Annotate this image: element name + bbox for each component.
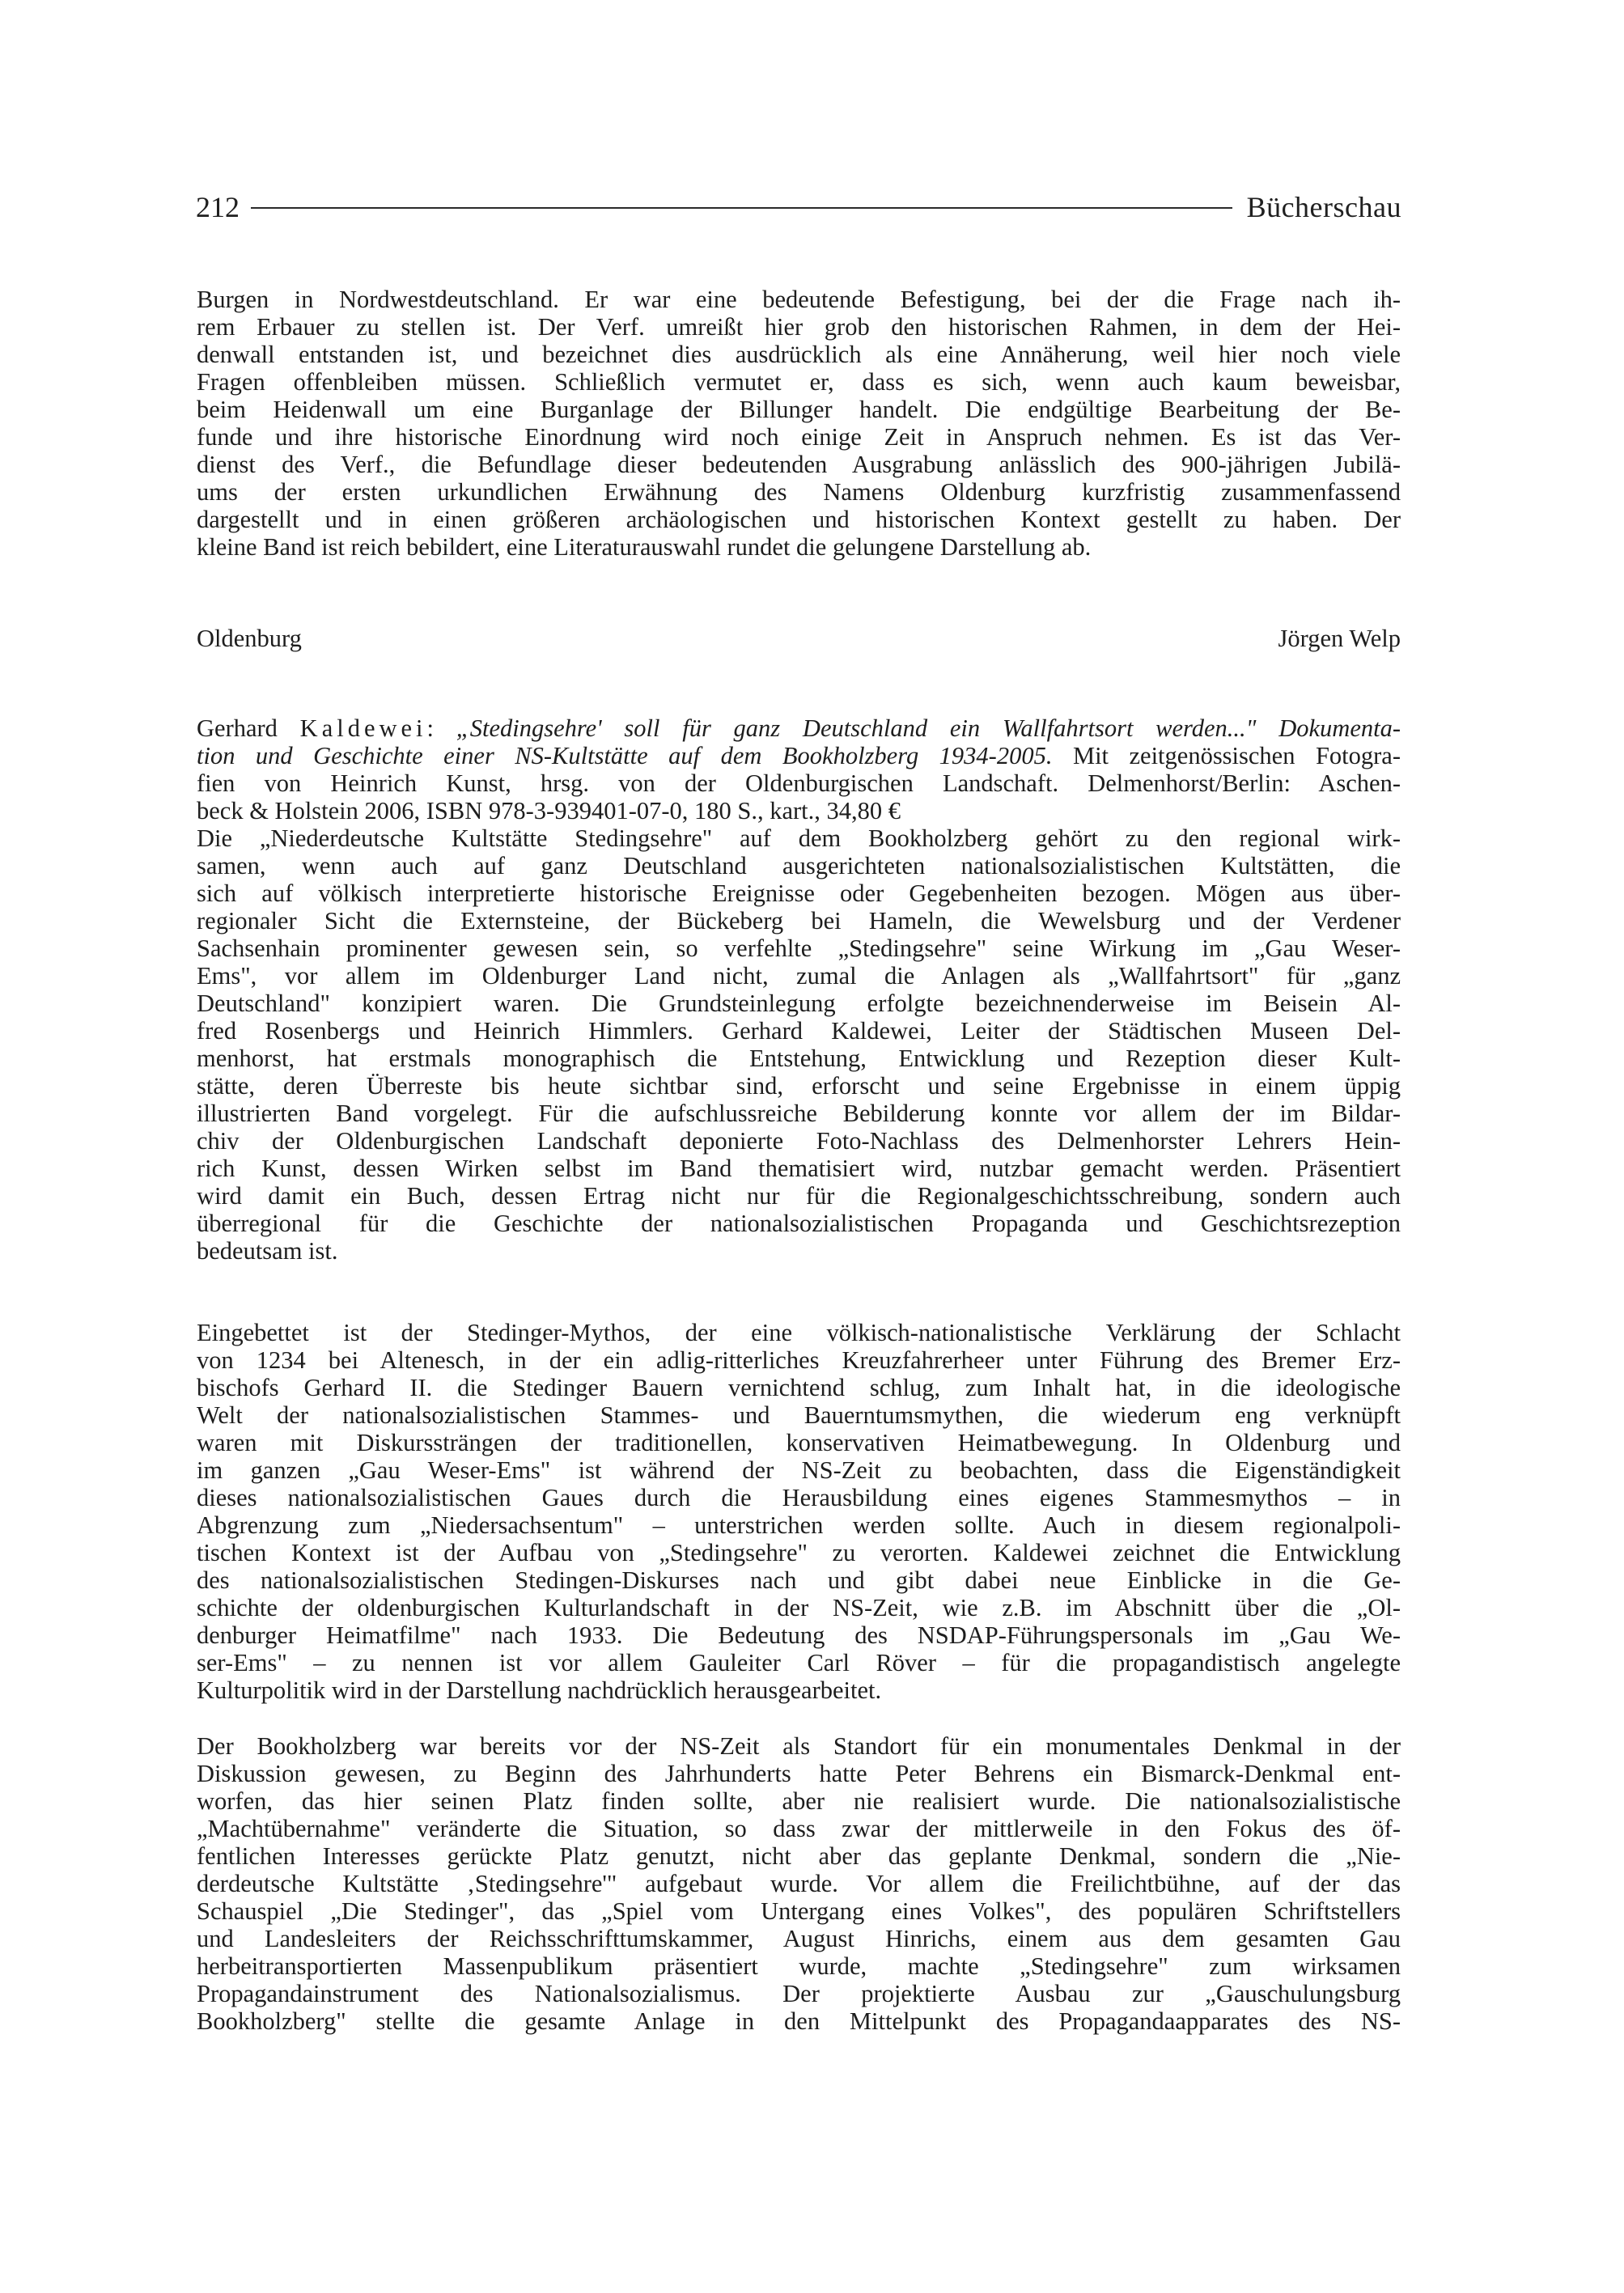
text-line: Kulturpolitik wird in der Darstellung nachdrücklich herausgearbeitet. (197, 1676, 882, 1704)
text-line: rich Kunst, dessen Wirken selbst im Band thematisiert wird, nutzbar gemacht werden. Präsentiert (197, 1155, 1401, 1182)
text-line: schichte der oldenburgischen Kulturlandschaft in der NS-Zeit, wie z.B. im Abschnitt über die „Ol- (197, 1594, 1401, 1621)
header-line (197, 742, 1401, 769)
text-line: rem Erbauer zu stellen ist. Der Verf. umreißt hier grob den historischen Rahmen, in dem der Hei- (197, 313, 1401, 341)
header-line: fien von Heinrich Kunst, hrsg. von der Oldenburgischen Landschaft. Delmenhorst/Berlin: Aschen- (197, 769, 1401, 797)
text-line: Bookholzberg" stellte die gesamte Anlage in den Mittelpunkt des Propagandaapparates des NS- (197, 2007, 1401, 2035)
text-line: stätte, deren Überreste bis heute sichtbar sind, erforscht und seine Ergebnisse in einem üppig (197, 1072, 1401, 1100)
review-paragraph-2 (197, 1319, 1401, 1704)
text-line: denwall entstanden ist, und bezeichnet dies ausdrücklich als eine Annäherung, weil hier noch viele (197, 341, 1401, 368)
header-line: beck & Holstein 2006, ISBN 978-3-939401-07-0, 180 S., kart., 34,80 € (197, 797, 901, 824)
text-line: Eingebettet ist der Stedinger-Mythos, der eine völkisch-nationalistische Verklärung der Schlacht (197, 1319, 1401, 1346)
text-line: herbeitransportierten Massenpublikum präsentiert wurde, machte „Stedingsehre" zum wirksamen (197, 1952, 1401, 1980)
text-line: illustrierten Band vorgelegt. Für die aufschlussreiche Bebilderung konnte vor allem der im Bildar- (197, 1100, 1401, 1127)
signature-reviewer: Jörgen Welp (1278, 625, 1401, 652)
review-paragraph-3 (197, 1732, 1401, 2035)
text-line: Welt der nationalsozialistischen Stammes- und Bauerntumsmythen, die wiederum eng verknüpft (197, 1401, 1401, 1429)
author-last-name: Kaldewei (299, 714, 427, 742)
text-line: worfen, das hier seinen Platz finden sollte, aber nie realisiert wurde. Die nationalsozialistische (197, 1787, 1401, 1815)
text-line: derdeutsche Kultstätte ‚Stedingsehre'" aufgebaut wurde. Vor allem die Freilichtbühne, auf der das (197, 1870, 1401, 1897)
text-line: im ganzen „Gau Weser-Ems" ist während der NS-Zeit zu beobachten, dass die Eigenständigkeit (197, 1456, 1401, 1484)
text-line: „Machtübernahme" veränderte die Situation, so dass zwar der mittlerweile in den Fokus des öf- (197, 1815, 1401, 1842)
review-bibliographic-header (197, 714, 1401, 824)
text-line: dieses nationalsozialistischen Gaues durch die Herausbildung eines eigenes Stammesmythos – in (197, 1484, 1401, 1511)
text-line: menhorst, hat erstmals monographisch die Entstehung, Entwicklung und Rezeption dieser Kult- (197, 1045, 1401, 1072)
header-rule (251, 207, 1232, 209)
text-line: Abgrenzung zum „Niedersachsentum" – unterstrichen werden sollte. Auch in diesem regionalpoli- (197, 1511, 1401, 1539)
section-title: Bücherschau (1246, 191, 1401, 223)
text-line: sich auf völkisch interpretierte historische Ereignisse oder Gegebenheiten bezogen. Mögen aus über- (197, 879, 1401, 907)
text-line: funde und ihre historische Einordnung wird noch einige Zeit in Anspruch nehmen. Es ist das Ver- (197, 423, 1401, 451)
text-line: Deutschland" konzipiert waren. Die Grundsteinlegung erfolgte bezeichnenderweise im Beisein Al- (197, 990, 1401, 1017)
text-line: bedeutsam ist. (197, 1237, 338, 1265)
book-title: „Stedingsehre' soll für ganz Deutschland ein Wallfahrtsort werden..." Dokumenta- (456, 714, 1401, 742)
text-line: beim Heidenwall um eine Burganlage der Billunger handelt. Die endgültige Bearbeitung der Be- (197, 396, 1401, 423)
header-text: Mit zeitgenössischen Fotogra- (1072, 742, 1401, 769)
text-line: kleine Band ist reich bebildert, eine Literaturauswahl rundet die gelungene Darstellung ab. (197, 533, 1092, 561)
text-line: dargestellt und in einen größeren archäologischen und historischen Kontext gestellt zu haben. Der (197, 506, 1401, 533)
signature-place: Oldenburg (197, 625, 302, 652)
review-signature (197, 625, 1401, 657)
text-line: regionaler Sicht die Externsteine, der Bückeberg bei Hameln, die Wewelsburg und der Verdener (197, 907, 1401, 935)
text-line: wird damit ein Buch, dessen Ertrag nicht nur für die Regionalgeschichtsschreibung, sondern auch (197, 1182, 1401, 1210)
text-line: waren mit Diskurssträngen der traditionellen, konservativen Heimatbewegung. In Oldenburg und (197, 1429, 1401, 1456)
book-subtitle: tion und Geschichte einer NS-Kultstätte auf dem Bookholzberg 1934-2005. (197, 742, 1053, 769)
text-line: von 1234 bei Altenesch, in der ein adlig-ritterliches Kreuzfahrerheer unter Führung des Bremer Erz- (197, 1346, 1401, 1374)
running-head (196, 183, 1401, 231)
text-line: denburger Heimatfilme" nach 1933. Die Bedeutung des NSDAP-Führungspersonals im „Gau We- (197, 1621, 1401, 1649)
text-line: Fragen offenbleiben müssen. Schließlich vermutet er, dass es sich, wenn auch kaum beweisbar, (197, 368, 1401, 396)
text-line: dienst des Verf., die Befundlage dieser bedeutenden Ausgrabung anlässlich des 900-jährigen Jubilä- (197, 451, 1401, 478)
text-line: ser-Ems" – zu nennen ist vor allem Gauleiter Carl Röver – für die propagandistisch angelegte (197, 1649, 1401, 1676)
text-line: fred Rosenbergs und Heinrich Himmlers. Gerhard Kaldewei, Leiter der Städtischen Museen Del- (197, 1017, 1401, 1045)
previous-review-text (197, 286, 1401, 561)
text-line: Schauspiel „Die Stedinger", das „Spiel vom Untergang eines Volkes", des populären Schriftstellers (197, 1897, 1401, 1925)
text-line: tischen Kontext ist der Aufbau von „Stedingsehre" zu verorten. Kaldewei zeichnet die Entwicklung (197, 1539, 1401, 1566)
text-line: chiv der Oldenburgischen Landschaft deponierte Foto-Nachlass des Delmenhorster Lehrers Hein- (197, 1127, 1401, 1155)
text-line: ums der ersten urkundlichen Erwähnung des Namens Oldenburg kurzfristig zusammenfassend (197, 478, 1401, 506)
text-line: Die „Niederdeutsche Kultstätte Stedingsehre" auf dem Bookholzberg gehört zu den regional wirk- (197, 824, 1401, 852)
text-line: fentlichen Interesses gerückte Platz genutzt, nicht aber das geplante Denkmal, sondern die „Nie- (197, 1842, 1401, 1870)
text-line: Diskussion gewesen, zu Beginn des Jahrhunderts hatte Peter Behrens ein Bismarck-Denkmal ent- (197, 1760, 1401, 1787)
text-line: Sachsenhain prominenter gewesen sein, so verfehlte „Stedingsehre" seine Wirkung im „Gau Weser- (197, 935, 1401, 962)
page-number: 212 (196, 191, 240, 223)
text-line: des nationalsozialistischen Stedingen-Diskurses nach und gibt dabei neue Einblicke in die Ge- (197, 1566, 1401, 1594)
text-line: und Landesleiters der Reichsschrifttumskammer, August Hinrichs, einem aus dem gesamten Gau (197, 1925, 1401, 1952)
header-line: Gerhard Kaldewei: „Stedingsehre' soll für ganz Deutschland ein Wallfahrtsort werden..." Dokumenta- (197, 714, 1401, 742)
text-line: überregional für die Geschichte der nationalsozialistischen Propaganda und Geschichtsrezeption (197, 1210, 1401, 1237)
text-line: Der Bookholzberg war bereits vor der NS-Zeit als Standort für ein monumentales Denkmal in der (197, 1732, 1401, 1760)
text-line: Ems", vor allem im Oldenburger Land nicht, zumal die Anlagen als „Wallfahrtsort" für „ganz (197, 962, 1401, 990)
review-paragraph-1 (197, 824, 1401, 1265)
text-line: bischofs Gerhard II. die Stedinger Bauern vernichtend schlug, zum Inhalt hat, in die ideologische (197, 1374, 1401, 1401)
text-line: Burgen in Nordwestdeutschland. Er war eine bedeutende Befestigung, bei der die Frage nach ih- (197, 286, 1401, 313)
author-first-name: Gerhard (197, 714, 278, 742)
text-line: Propagandainstrument des Nationalsozialismus. Der projektierte Ausbau zur „Gauschulungsburg (197, 1980, 1401, 2007)
text-line: samen, wenn auch auf ganz Deutschland ausgerichteten nationalsozialistischen Kultstätten, die (197, 852, 1401, 879)
